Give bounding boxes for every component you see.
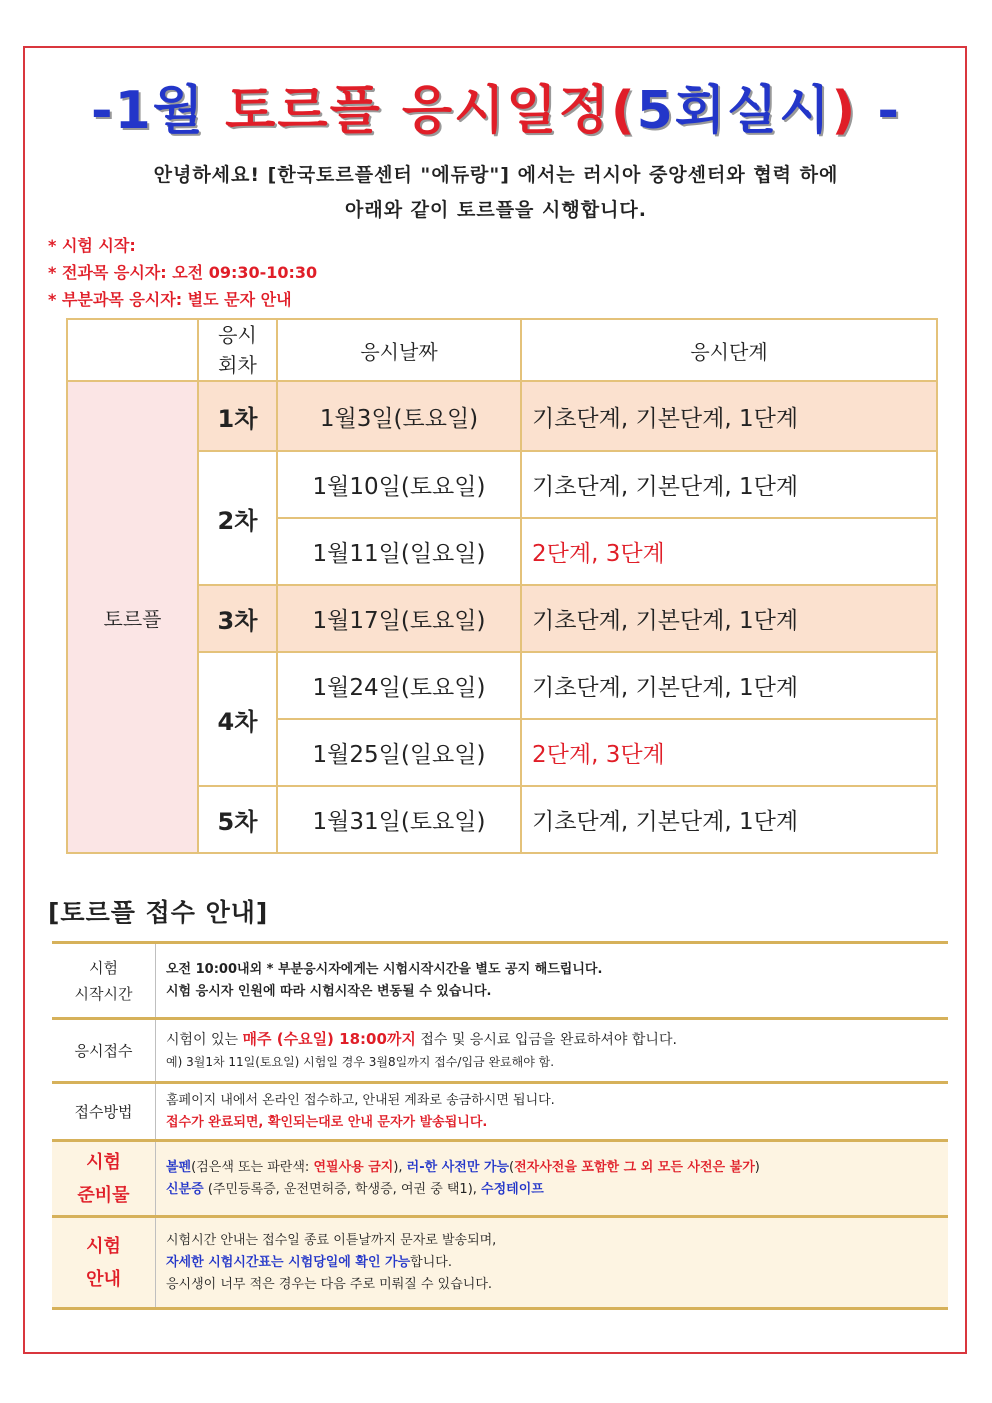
guide-line-2: 자세한 시험시간표는 시험당일에 확인 가능합니다. bbox=[166, 1254, 452, 1270]
stage-cell: 2단계, 3단계 bbox=[521, 518, 937, 585]
note-start: * 시험 시작: bbox=[48, 236, 136, 255]
schedule-table bbox=[66, 318, 938, 854]
table-row bbox=[67, 652, 937, 719]
table-row bbox=[67, 451, 937, 518]
prep-line-1: 볼펜(검은색 또는 파란색: 연필사용 금지), 러-한 사전만 가능(전자사전을 포함한 그 외 모든 사전은 불가) bbox=[166, 1159, 760, 1175]
info-row-guide bbox=[52, 1217, 948, 1309]
stage-cell: 기초단계, 기본단계, 1단계 bbox=[521, 652, 937, 719]
start-time-text bbox=[156, 943, 949, 1019]
date-cell: 1월24일(토요일) bbox=[277, 652, 521, 719]
category-cell: 토르플 bbox=[67, 381, 198, 853]
prep-text bbox=[156, 1141, 949, 1217]
header-round: 응시 회차 bbox=[198, 319, 277, 381]
stage-cell: 기초단계, 기본단계, 1단계 bbox=[521, 585, 937, 652]
stage-cell: 기초단계, 기본단계, 1단계 bbox=[521, 451, 937, 518]
label-apply: 응시접수 bbox=[52, 1019, 156, 1083]
title-count: 5회실시 bbox=[636, 81, 832, 141]
date-cell: 1월3일(토요일) bbox=[277, 381, 521, 451]
table-row bbox=[67, 786, 937, 853]
date-cell: 1월11일(일요일) bbox=[277, 518, 521, 585]
method-line-1: 홈페이지 내에서 온라인 접수하고, 안내된 계좌로 송금하시면 됩니다. bbox=[166, 1092, 555, 1108]
title-torfl: 토르플 bbox=[225, 81, 382, 141]
info-table bbox=[52, 941, 948, 1310]
stage-cell: 기초단계, 기본단계, 1단계 bbox=[521, 786, 937, 853]
note-full: * 전과목 응시자: 오전 09:30-10:30 bbox=[48, 263, 318, 282]
intro-line-1: 안녕하세요! [한국토르플센터 "에듀랑"] 에서는 러시아 중앙센터와 협력 하에 bbox=[153, 164, 839, 186]
schedule-header-row bbox=[67, 319, 937, 381]
apply-line-2: 예) 3월1차 11일(토요일) 시험일 경우 3월8일까지 접수/입금 완료해야 함. bbox=[166, 1055, 555, 1069]
stage-cell: 기초단계, 기본단계, 1단계 bbox=[521, 381, 937, 451]
exam-notes bbox=[48, 232, 317, 313]
start-line-2: 시험 응시자 인원에 따라 시험시작은 변동될 수 있습니다. bbox=[166, 983, 492, 999]
date-cell: 1월25일(일요일) bbox=[277, 719, 521, 786]
info-row-start bbox=[52, 943, 948, 1019]
intro-line-2: 아래와 같이 토르플을 시행합니다. bbox=[344, 199, 648, 221]
title-schedule: 응시일정(5회실시) bbox=[401, 81, 858, 141]
header-stage: 응시단계 bbox=[521, 319, 937, 381]
label-method: 접수방법 bbox=[52, 1083, 156, 1141]
round-cell: 5차 bbox=[198, 786, 277, 853]
round-cell: 3차 bbox=[198, 585, 277, 652]
start-line-1: 오전 10:00내외 * 부분응시자에게는 시험시작시간을 별도 공지 해드립니다. bbox=[166, 961, 603, 977]
round-cell: 2차 bbox=[198, 451, 277, 585]
table-row bbox=[67, 381, 937, 451]
apply-line-1: 시험이 있는 매주 (수요일) 18:00까지 접수 및 응시료 입금을 완료하셔야 합니다. bbox=[166, 1030, 677, 1048]
section-title: [토르플 접수 안내] bbox=[48, 898, 269, 927]
label-guide: 시험 안내 bbox=[52, 1217, 156, 1309]
info-row-method bbox=[52, 1083, 948, 1141]
note-partial: * 부분과목 응시자: 별도 문자 안내 bbox=[48, 290, 292, 309]
stage-cell: 2단계, 3단계 bbox=[521, 719, 937, 786]
info-row-apply bbox=[52, 1019, 948, 1083]
date-cell: 1월31일(토요일) bbox=[277, 786, 521, 853]
date-cell: 1월10일(토요일) bbox=[277, 451, 521, 518]
round-cell: 4차 bbox=[198, 652, 277, 786]
title-dash: - bbox=[877, 81, 901, 141]
title-month: -1월 bbox=[91, 81, 205, 141]
table-row bbox=[67, 585, 937, 652]
apply-text bbox=[156, 1019, 949, 1083]
date-cell: 1월17일(토요일) bbox=[277, 585, 521, 652]
guide-text bbox=[156, 1217, 949, 1309]
method-text bbox=[156, 1083, 949, 1141]
label-start-time: 시험 시작시간 bbox=[52, 943, 156, 1019]
guide-line-1: 시험시간 안내는 접수일 종료 이튿날까지 문자로 발송되며, bbox=[166, 1232, 497, 1248]
header-empty bbox=[67, 319, 198, 381]
round-cell: 1차 bbox=[198, 381, 277, 451]
header-date: 응시날짜 bbox=[277, 319, 521, 381]
prep-line-2: 신분증 (주민등록증, 운전면허증, 학생증, 여권 중 택1), 수정테이프 bbox=[166, 1181, 544, 1197]
label-prep: 시험 준비물 bbox=[52, 1141, 156, 1217]
guide-line-3: 응시생이 너무 적은 경우는 다음 주로 미뤄질 수 있습니다. bbox=[166, 1276, 493, 1292]
page-title bbox=[0, 68, 992, 143]
method-line-2: 접수가 완료되면, 확인되는대로 안내 문자가 발송됩니다. bbox=[166, 1114, 488, 1130]
info-row-prep bbox=[52, 1141, 948, 1217]
